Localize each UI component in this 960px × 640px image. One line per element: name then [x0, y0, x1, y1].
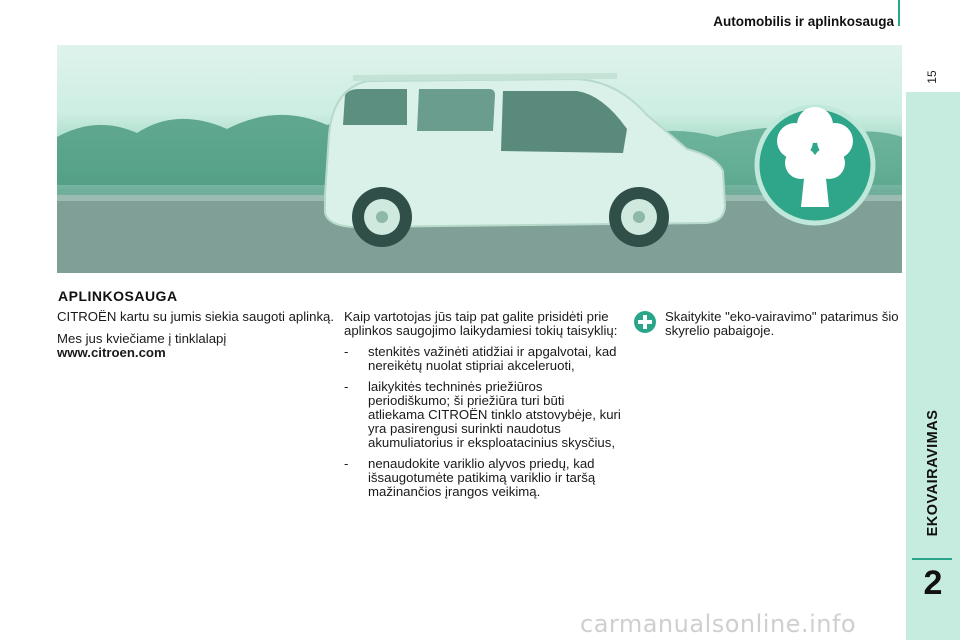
rules-column [344, 310, 624, 506]
rules-intro: Kaip vartotojas jūs taip pat galite prisidėti prie aplinkos saugojimo laikydamiesi tokių taisyklių: [344, 309, 618, 338]
car-photo [57, 45, 902, 273]
list-dash: - [344, 379, 349, 394]
page-number: 15 [925, 70, 939, 84]
website-paragraph [57, 332, 337, 360]
list-item [344, 345, 624, 373]
website-text: Mes jus kviečiame į tinklalapį [57, 331, 227, 346]
chapter-number: 2 [923, 564, 943, 602]
header-rule [898, 0, 900, 26]
list-item [344, 380, 624, 450]
intro-paragraph: CITROËN kartu su jumis siekia saugoti aplinką. [57, 309, 335, 324]
list-dash: - [344, 456, 349, 471]
tip-note: Skaitykite "eko-vairavimo" patarimus šio skyrelio pabaigoje. [665, 309, 899, 338]
plus-info-icon [633, 310, 657, 334]
section-title: APLINKOSAUGA [58, 288, 178, 304]
list-item-text: stenkitės važinėti atidžiai ir apgalvotai, kad nereikėtų nuolat stipriai akceleruoti, [368, 344, 617, 373]
watermark: carmanualsonline.info [580, 610, 857, 638]
list-item-text: nenaudokite variklio alyvos priedų, kad išsaugotumėte patikimą variklio ir taršą mažinančios įrangos veikimą. [368, 456, 596, 499]
chapter-tab-label: EKOVAIRAVIMAS [925, 409, 941, 537]
list-item [344, 457, 624, 499]
list-item-text: laikykitės techninės priežiūros periodiškumo; ši priežiūra turi būti atliekama CITROËN tinklo atstovybėje, kuri yra pasirengusi surinkti naudotus akumuliatorius ir eksploatacinius skysčius, [368, 379, 621, 450]
intro-column [57, 310, 337, 368]
list-dash: - [344, 344, 349, 359]
side-tab-rule [912, 558, 952, 560]
car-illustration [57, 45, 902, 273]
rules-list [344, 345, 624, 499]
page-header-title: Automobilis ir aplinkosauga [713, 14, 894, 29]
website-link[interactable]: www.citroen.com [57, 345, 166, 360]
